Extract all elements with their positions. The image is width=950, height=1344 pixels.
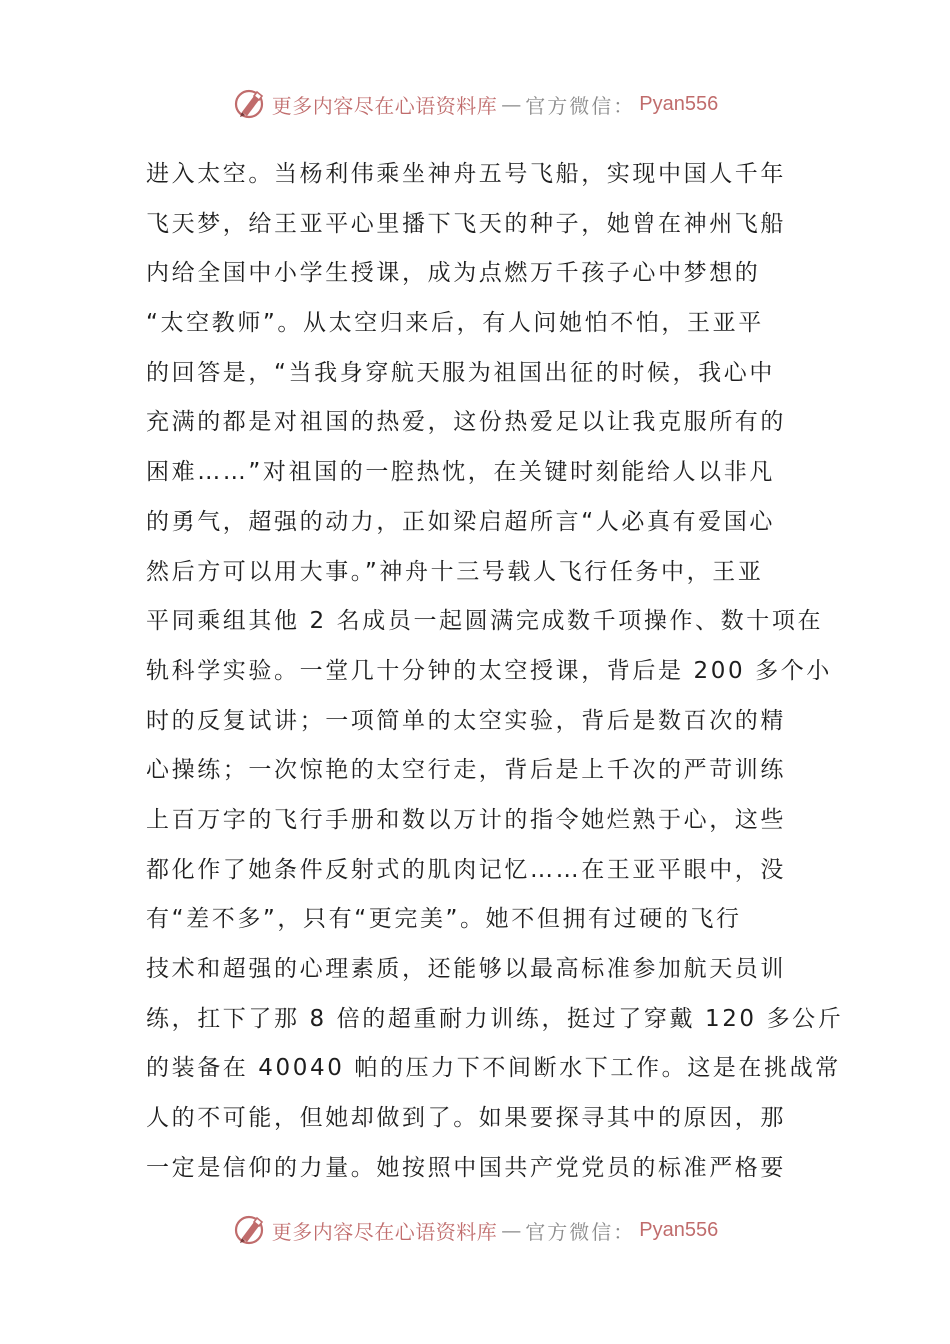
text-line: 时的反复试讲；一项简单的太空实验，背后是数百次的精 (146, 707, 786, 734)
banner-wechat-id: Pyan556 (639, 1218, 719, 1241)
text-line: 轨科学实验。一堂几十分钟的太空授课，背后是 200 多个小 (146, 657, 832, 684)
banner-separator: — (501, 92, 522, 116)
text-line: 内给全国中小学生授课，成为点燃万千孩子心中梦想的 (146, 260, 761, 287)
banner-wechat-label: 官方微信： (525, 1219, 636, 1244)
text-line: “太空教师”。从太空归来后，有人问她怕不怕，王亚平 (146, 310, 764, 337)
text-line: 然后方可以用大事。”神舟十三号载人飞行任务中，王亚 (146, 558, 764, 585)
text-line: 进入太空。当杨利伟乘坐神舟五号飞船，实现中国人千年 (146, 161, 786, 187)
text-line: 飞天梦，给王亚平心里播下飞天的种子，她曾在神州飞船 (146, 210, 786, 237)
text-line: 困难……”对祖国的一腔热忱，在关键时刻能给人以非凡 (146, 459, 775, 486)
header-banner (0, 84, 950, 124)
header-banner-content (232, 86, 718, 122)
text-line: 人的不可能，但她却做到了。如果要探寻其中的原因，那 (146, 1105, 786, 1132)
text-line: 技术和超强的心理素质，还能够以最高标准参加航天员训 (146, 956, 786, 982)
banner-separator: — (501, 1218, 522, 1242)
pen-nib-logo-icon (232, 1212, 268, 1248)
pen-nib-logo-icon (232, 86, 268, 122)
document-body (146, 150, 844, 1193)
text-line: 的勇气，超强的动力，正如梁启超所言“人必真有爱国心 (146, 508, 775, 535)
text-line: 充满的都是对祖国的热爱，这份热爱足以让我克服所有的 (146, 409, 786, 436)
text-line: 上百万字的飞行手册和数以万计的指令她烂熟于心，这些 (146, 806, 786, 833)
text-line: 的装备在 40040 帕的压力下不间断水下工作。这是在挑战常 (146, 1055, 841, 1082)
banner-wechat-label: 官方微信： (525, 93, 636, 118)
text-line: 的回答是，“当我身穿航天服为祖国出征的时候，我心中 (146, 359, 775, 386)
text-line: 平同乘组其他 2 名成员一起圆满完成数千项操作、数十项在 (146, 608, 824, 635)
footer-banner (0, 1210, 950, 1250)
footer-banner-content (232, 1212, 718, 1248)
text-line: 都化作了她条件反射式的肌肉记忆……在王亚平眼中，没 (146, 856, 786, 883)
banner-title: 更多内容尽在心语资料库 (271, 1219, 498, 1244)
text-line: 有“差不多”，只有“更完美”。她不但拥有过硬的飞行 (146, 906, 742, 933)
banner-wechat-id: Pyan556 (639, 92, 719, 115)
text-line: 一定是信仰的力量。她按照中国共产党党员的标准严格要 (146, 1154, 786, 1181)
text-line: 心操练；一次惊艳的太空行走，背后是上千次的严苛训练 (146, 757, 786, 784)
banner-title: 更多内容尽在心语资料库 (271, 93, 498, 118)
text-line: 练，扛下了那 8 倍的超重耐力训练，挺过了穿戴 120 多公斤 (146, 1005, 844, 1032)
